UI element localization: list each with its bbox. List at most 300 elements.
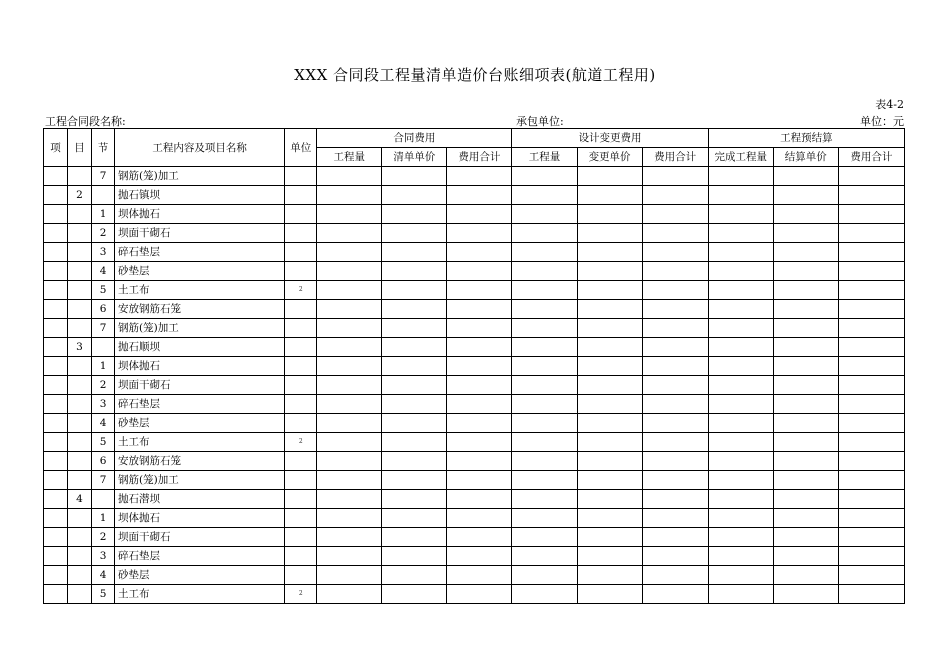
row-value-cell [382,262,447,281]
row-xiang-cell [44,452,68,471]
row-value-cell [708,186,773,205]
row-jie-cell: 6 [92,300,115,319]
row-jie-cell [92,490,115,509]
row-value-cell [317,319,382,338]
row-value-cell [577,205,642,224]
row-value-cell [773,585,838,604]
row-unit-cell: 2 [285,585,317,604]
row-jie-cell: 2 [92,224,115,243]
row-value-cell [447,281,512,300]
row-value-cell [773,528,838,547]
row-value-cell [317,395,382,414]
row-value-cell [708,395,773,414]
row-item-name-cell: 坝面干砌石 [115,376,285,395]
row-value-cell [447,547,512,566]
header-unit: 单位 [285,129,317,167]
table-row [44,433,905,452]
row-value-cell [512,547,577,566]
row-unit-cell [285,300,317,319]
row-value-cell [447,262,512,281]
row-item-name-cell: 坝面干砌石 [115,528,285,547]
row-value-cell [577,186,642,205]
row-value-cell [382,319,447,338]
row-value-cell [577,300,642,319]
row-value-cell [838,433,904,452]
row-value-cell [838,414,904,433]
row-jie-cell: 5 [92,585,115,604]
row-value-cell [317,300,382,319]
row-value-cell [773,205,838,224]
header-settlement-unit-price: 结算单价 [773,148,838,167]
row-value-cell [577,224,642,243]
row-xiang-cell [44,338,68,357]
header-contract-total: 费用合计 [447,148,512,167]
table-row [44,243,905,262]
row-value-cell [317,509,382,528]
row-value-cell [642,528,708,547]
row-value-cell [317,471,382,490]
row-value-cell [577,585,642,604]
row-value-cell [838,205,904,224]
row-value-cell [708,338,773,357]
row-mu-cell [68,528,92,547]
row-value-cell [317,243,382,262]
row-unit-cell [285,414,317,433]
row-value-cell [773,471,838,490]
row-mu-cell: 4 [68,490,92,509]
row-mu-cell [68,376,92,395]
row-value-cell [773,414,838,433]
row-xiang-cell [44,566,68,585]
row-value-cell [773,281,838,300]
table-row [44,566,905,585]
row-xiang-cell [44,243,68,262]
row-value-cell [512,186,577,205]
row-xiang-cell [44,509,68,528]
row-value-cell [577,566,642,585]
row-mu-cell [68,452,92,471]
row-xiang-cell [44,319,68,338]
row-item-name-cell: 坝体抛石 [115,205,285,224]
row-value-cell [512,357,577,376]
row-jie-cell: 3 [92,395,115,414]
row-mu-cell [68,566,92,585]
row-value-cell [708,414,773,433]
table-row [44,357,905,376]
page-title: XXX 合同段工程量清单造价台账细项表(航道工程用) [294,66,656,84]
row-value-cell [838,395,904,414]
row-value-cell [642,376,708,395]
row-mu-cell [68,585,92,604]
row-item-name-cell: 坝面干砌石 [115,224,285,243]
row-item-name-cell: 钢筋(笼)加工 [115,471,285,490]
row-value-cell [642,357,708,376]
row-unit-cell [285,471,317,490]
table-row [44,452,905,471]
table-row [44,414,905,433]
row-value-cell [773,243,838,262]
row-xiang-cell [44,186,68,205]
row-value-cell [447,319,512,338]
row-value-cell [317,357,382,376]
header-contract-unit-price: 清单单价 [382,148,447,167]
table-row [44,300,905,319]
row-unit-cell [285,376,317,395]
row-value-cell [317,433,382,452]
row-item-name-cell: 抛石顺坝 [115,338,285,357]
row-value-cell [447,376,512,395]
currency-unit-label: 单位：元 [860,115,904,128]
row-mu-cell [68,300,92,319]
row-xiang-cell [44,205,68,224]
row-jie-cell [92,186,115,205]
row-value-cell [642,433,708,452]
row-value-cell [512,205,577,224]
row-value-cell [512,471,577,490]
table-row [44,167,905,186]
row-value-cell [773,452,838,471]
row-value-cell [838,471,904,490]
row-value-cell [512,414,577,433]
row-value-cell [773,395,838,414]
row-jie-cell: 1 [92,205,115,224]
row-value-cell [447,509,512,528]
row-value-cell [577,509,642,528]
header-settlement: 工程预结算 [708,129,904,148]
row-item-name-cell: 钢筋(笼)加工 [115,167,285,186]
row-unit-cell [285,338,317,357]
header-change-total: 费用合计 [642,148,708,167]
row-value-cell [382,395,447,414]
row-value-cell [317,414,382,433]
row-value-cell [642,414,708,433]
row-value-cell [447,186,512,205]
row-mu-cell [68,547,92,566]
row-item-name-cell: 碎石垫层 [115,243,285,262]
row-value-cell [317,585,382,604]
ledger-table [43,128,905,604]
row-xiang-cell [44,167,68,186]
row-value-cell [773,224,838,243]
row-item-name-cell: 安放钢筋石笼 [115,452,285,471]
row-xiang-cell [44,281,68,300]
row-xiang-cell [44,471,68,490]
row-value-cell [642,300,708,319]
row-item-name-cell: 坝体抛石 [115,357,285,376]
table-row [44,585,905,604]
row-xiang-cell [44,547,68,566]
row-value-cell [512,509,577,528]
table-row [44,319,905,338]
row-mu-cell [68,357,92,376]
row-value-cell [642,186,708,205]
row-xiang-cell [44,224,68,243]
row-jie-cell: 3 [92,243,115,262]
row-value-cell [642,262,708,281]
row-value-cell [773,338,838,357]
row-value-cell [447,528,512,547]
row-value-cell [317,281,382,300]
row-value-cell [838,224,904,243]
row-jie-cell: 4 [92,414,115,433]
row-value-cell [838,262,904,281]
row-value-cell [708,224,773,243]
row-item-name-cell: 抛石潜坝 [115,490,285,509]
row-value-cell [317,547,382,566]
row-value-cell [773,547,838,566]
row-value-cell [642,490,708,509]
table-row [44,471,905,490]
row-jie-cell: 2 [92,528,115,547]
row-value-cell [512,452,577,471]
header-settlement-total: 费用合计 [838,148,904,167]
row-value-cell [708,281,773,300]
table-row [44,205,905,224]
row-value-cell [773,376,838,395]
row-value-cell [708,167,773,186]
row-jie-cell: 7 [92,319,115,338]
row-value-cell [382,566,447,585]
row-mu-cell [68,395,92,414]
row-value-cell [382,281,447,300]
row-value-cell [577,452,642,471]
row-value-cell [577,395,642,414]
row-value-cell [838,490,904,509]
table-row [44,509,905,528]
row-mu-cell [68,471,92,490]
row-item-name-cell: 碎石垫层 [115,547,285,566]
row-value-cell [317,376,382,395]
table-row [44,338,905,357]
row-value-cell [317,167,382,186]
row-value-cell [577,528,642,547]
row-value-cell [838,509,904,528]
header-completed-quantity: 完成工程量 [708,148,773,167]
header-jie: 节 [92,129,115,167]
row-value-cell [447,243,512,262]
row-jie-cell: 2 [92,376,115,395]
row-xiang-cell [44,376,68,395]
row-mu-cell [68,433,92,452]
row-value-cell [577,376,642,395]
row-value-cell [512,338,577,357]
row-value-cell [382,433,447,452]
table-row [44,224,905,243]
row-value-cell [447,224,512,243]
row-value-cell [577,471,642,490]
row-value-cell [838,319,904,338]
row-xiang-cell [44,414,68,433]
row-value-cell [577,262,642,281]
row-item-name-cell: 钢筋(笼)加工 [115,319,285,338]
row-value-cell [838,528,904,547]
row-unit-cell [285,395,317,414]
row-value-cell [512,376,577,395]
row-value-cell [382,205,447,224]
row-jie-cell: 6 [92,452,115,471]
row-jie-cell: 1 [92,509,115,528]
row-value-cell [382,357,447,376]
row-value-cell [838,243,904,262]
table-row [44,395,905,414]
row-value-cell [708,357,773,376]
row-value-cell [838,167,904,186]
row-value-cell [708,300,773,319]
row-value-cell [773,319,838,338]
row-mu-cell [68,319,92,338]
row-item-name-cell: 抛石镇坝 [115,186,285,205]
row-xiang-cell [44,395,68,414]
row-value-cell [512,433,577,452]
row-value-cell [838,376,904,395]
row-value-cell [577,414,642,433]
row-value-cell [642,224,708,243]
row-value-cell [838,281,904,300]
row-value-cell [642,243,708,262]
row-value-cell [512,395,577,414]
row-value-cell [382,300,447,319]
row-value-cell [773,490,838,509]
row-value-cell [512,566,577,585]
row-value-cell [447,205,512,224]
row-unit-cell [285,528,317,547]
row-value-cell [708,433,773,452]
table-row [44,262,905,281]
row-value-cell [317,186,382,205]
row-value-cell [642,319,708,338]
row-value-cell [382,490,447,509]
row-value-cell [642,566,708,585]
header-contract-quantity: 工程量 [317,148,382,167]
table-row [44,186,905,205]
row-value-cell [708,566,773,585]
row-xiang-cell [44,262,68,281]
row-value-cell [708,471,773,490]
row-value-cell [382,414,447,433]
row-jie-cell: 1 [92,357,115,376]
row-value-cell [838,585,904,604]
row-value-cell [382,186,447,205]
row-unit-cell [285,186,317,205]
row-value-cell [708,528,773,547]
row-value-cell [577,357,642,376]
row-unit-cell: 2 [285,281,317,300]
row-value-cell [382,167,447,186]
row-value-cell [773,357,838,376]
row-value-cell [382,338,447,357]
row-value-cell [642,471,708,490]
header-item-name: 工程内容及项目名称 [115,129,285,167]
row-item-name-cell: 土工布 [115,433,285,452]
row-value-cell [317,566,382,585]
row-unit-cell [285,452,317,471]
row-value-cell [447,566,512,585]
row-value-cell [642,395,708,414]
row-value-cell [838,357,904,376]
row-value-cell [382,224,447,243]
row-value-cell [317,490,382,509]
row-jie-cell: 7 [92,167,115,186]
row-value-cell [577,490,642,509]
row-unit-cell [285,205,317,224]
row-value-cell [642,452,708,471]
row-value-cell [447,300,512,319]
row-unit-cell: 2 [285,433,317,452]
contract-name-label: 工程合同段名称: [45,115,126,128]
row-jie-cell: 3 [92,547,115,566]
header-xiang: 项 [44,129,68,167]
row-value-cell [447,395,512,414]
row-value-cell [317,338,382,357]
row-unit-cell [285,357,317,376]
row-value-cell [642,281,708,300]
ledger-body [44,167,905,604]
row-value-cell [577,281,642,300]
row-value-cell [708,585,773,604]
row-value-cell [708,376,773,395]
row-value-cell [512,243,577,262]
row-value-cell [708,452,773,471]
row-mu-cell [68,414,92,433]
row-xiang-cell [44,300,68,319]
row-value-cell [577,433,642,452]
row-value-cell [773,566,838,585]
row-value-cell [838,547,904,566]
row-unit-cell [285,547,317,566]
row-value-cell [642,205,708,224]
row-value-cell [708,243,773,262]
row-value-cell [512,167,577,186]
row-value-cell [708,205,773,224]
row-value-cell [642,509,708,528]
row-mu-cell [68,281,92,300]
row-value-cell [577,243,642,262]
row-value-cell [838,452,904,471]
row-value-cell [447,167,512,186]
row-unit-cell [285,262,317,281]
row-jie-cell [92,338,115,357]
row-value-cell [317,262,382,281]
row-unit-cell [285,566,317,585]
row-value-cell [642,338,708,357]
row-item-name-cell: 坝体抛石 [115,509,285,528]
row-value-cell [447,452,512,471]
row-value-cell [512,490,577,509]
row-value-cell [773,167,838,186]
row-xiang-cell [44,490,68,509]
row-xiang-cell [44,357,68,376]
row-mu-cell: 3 [68,338,92,357]
row-value-cell [838,300,904,319]
row-mu-cell [68,205,92,224]
table-row [44,528,905,547]
row-item-name-cell: 砂垫层 [115,566,285,585]
row-value-cell [512,300,577,319]
row-value-cell [447,585,512,604]
row-item-name-cell: 砂垫层 [115,414,285,433]
table-number: 表4-2 [875,98,904,111]
row-value-cell [382,376,447,395]
row-value-cell [512,528,577,547]
header-change-unit-price: 变更单价 [577,148,642,167]
row-value-cell [382,528,447,547]
row-mu-cell: 2 [68,186,92,205]
row-value-cell [577,338,642,357]
row-value-cell [577,319,642,338]
row-unit-cell [285,243,317,262]
row-item-name-cell: 碎石垫层 [115,395,285,414]
row-value-cell [382,585,447,604]
